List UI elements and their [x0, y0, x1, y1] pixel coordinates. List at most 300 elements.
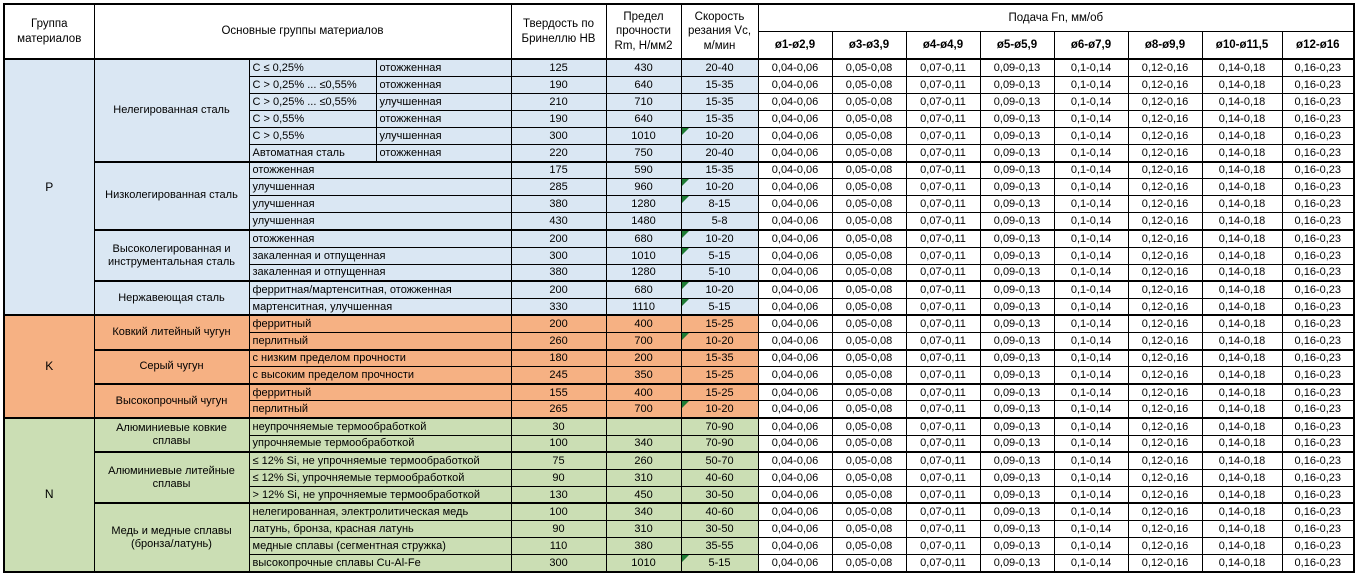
- material-state-cell[interactable]: ферритная/мартенситная, отожженная: [249, 281, 511, 298]
- feed-cell[interactable]: 0,09-0,13: [980, 230, 1054, 247]
- vc-cell[interactable]: 5-8: [681, 213, 758, 230]
- feed-cell[interactable]: 0,07-0,11: [906, 110, 980, 127]
- feed-cell[interactable]: 0,05-0,08: [832, 179, 906, 196]
- hb-cell[interactable]: 100: [511, 435, 606, 452]
- feed-cell[interactable]: 0,04-0,06: [758, 384, 832, 401]
- subgroup-name-cell[interactable]: Алюминиевые ковкие сплавы: [94, 418, 249, 452]
- feed-cell[interactable]: 0,09-0,13: [980, 196, 1054, 213]
- feed-cell[interactable]: 0,12-0,16: [1128, 59, 1202, 76]
- feed-cell[interactable]: 0,07-0,11: [906, 76, 980, 93]
- vc-cell[interactable]: 20-40: [681, 144, 758, 161]
- feed-cell[interactable]: 0,09-0,13: [980, 110, 1054, 127]
- feed-cell[interactable]: 0,1-0,14: [1054, 213, 1128, 230]
- material-state-cell[interactable]: латунь, бронза, красная латунь: [249, 521, 511, 538]
- feed-cell[interactable]: 0,16-0,23: [1282, 230, 1354, 247]
- feed-cell[interactable]: 0,09-0,13: [980, 76, 1054, 93]
- hb-cell[interactable]: 300: [511, 247, 606, 264]
- vc-cell[interactable]: 50-70: [681, 452, 758, 469]
- material-state-cell[interactable]: закаленная и отпущенная: [249, 264, 511, 281]
- hb-cell[interactable]: 210: [511, 93, 606, 110]
- feed-cell[interactable]: 0,04-0,06: [758, 486, 832, 503]
- feed-cell[interactable]: 0,04-0,06: [758, 196, 832, 213]
- feed-cell[interactable]: 0,1-0,14: [1054, 555, 1128, 572]
- subgroup-name-cell[interactable]: Высокопрочный чугун: [94, 384, 249, 418]
- feed-cell[interactable]: 0,1-0,14: [1054, 521, 1128, 538]
- feed-cell[interactable]: 0,09-0,13: [980, 521, 1054, 538]
- header-cutting-speed[interactable]: Скорость резания Vc, м/мин: [681, 4, 758, 59]
- feed-cell[interactable]: 0,16-0,23: [1282, 555, 1354, 572]
- feed-cell[interactable]: 0,07-0,11: [906, 452, 980, 469]
- rm-cell[interactable]: 260: [606, 452, 681, 469]
- feed-cell[interactable]: 0,07-0,11: [906, 435, 980, 452]
- material-type-cell[interactable]: C > 0,25% ... ≤0,55%: [249, 93, 376, 110]
- rm-cell[interactable]: 750: [606, 144, 681, 161]
- feed-cell[interactable]: 0,05-0,08: [832, 213, 906, 230]
- header-feed-d1[interactable]: ø1-ø2,9: [758, 31, 832, 59]
- feed-cell[interactable]: 0,12-0,16: [1128, 93, 1202, 110]
- feed-cell[interactable]: 0,1-0,14: [1054, 367, 1128, 384]
- feed-cell[interactable]: 0,12-0,16: [1128, 538, 1202, 555]
- feed-cell[interactable]: 0,12-0,16: [1128, 127, 1202, 144]
- header-feed-d3[interactable]: ø4-ø4,9: [906, 31, 980, 59]
- feed-cell[interactable]: 0,05-0,08: [832, 315, 906, 332]
- material-state-cell[interactable]: упрочняемые термообработкой: [249, 435, 511, 452]
- feed-cell[interactable]: 0,05-0,08: [832, 230, 906, 247]
- rm-cell[interactable]: 1110: [606, 298, 681, 315]
- feed-cell[interactable]: 0,05-0,08: [832, 127, 906, 144]
- feed-cell[interactable]: 0,07-0,11: [906, 230, 980, 247]
- group-letter-cell[interactable]: N: [4, 418, 94, 572]
- hb-cell[interactable]: 155: [511, 384, 606, 401]
- feed-cell[interactable]: 0,1-0,14: [1054, 196, 1128, 213]
- feed-cell[interactable]: 0,12-0,16: [1128, 469, 1202, 486]
- hb-cell[interactable]: 125: [511, 59, 606, 76]
- material-state-cell[interactable]: мартенситная, улучшенная: [249, 298, 511, 315]
- hb-cell[interactable]: 190: [511, 76, 606, 93]
- material-state-cell[interactable]: отожженная: [376, 144, 511, 161]
- feed-cell[interactable]: 0,16-0,23: [1282, 93, 1354, 110]
- feed-cell[interactable]: 0,07-0,11: [906, 298, 980, 315]
- feed-cell[interactable]: 0,16-0,23: [1282, 162, 1354, 179]
- vc-cell[interactable]: 10-20: [681, 281, 758, 298]
- header-feed-d5[interactable]: ø6-ø7,9: [1054, 31, 1128, 59]
- hb-cell[interactable]: 90: [511, 521, 606, 538]
- feed-cell[interactable]: 0,04-0,06: [758, 264, 832, 281]
- material-state-cell[interactable]: ≤ 12% Si, упрочняемые термообработкой: [249, 469, 511, 486]
- rm-cell[interactable]: 200: [606, 350, 681, 367]
- feed-cell[interactable]: 0,12-0,16: [1128, 144, 1202, 161]
- feed-cell[interactable]: 0,05-0,08: [832, 59, 906, 76]
- subgroup-name-cell[interactable]: Нержавеющая сталь: [94, 281, 249, 315]
- feed-cell[interactable]: 0,09-0,13: [980, 93, 1054, 110]
- feed-cell[interactable]: 0,1-0,14: [1054, 401, 1128, 418]
- feed-cell[interactable]: 0,12-0,16: [1128, 76, 1202, 93]
- group-letter-cell[interactable]: K: [4, 315, 94, 418]
- feed-cell[interactable]: 0,07-0,11: [906, 367, 980, 384]
- feed-cell[interactable]: 0,07-0,11: [906, 333, 980, 350]
- feed-cell[interactable]: 0,05-0,08: [832, 401, 906, 418]
- feed-cell[interactable]: 0,12-0,16: [1128, 315, 1202, 332]
- material-state-cell[interactable]: отожженная: [376, 76, 511, 93]
- material-state-cell[interactable]: высокопрочные сплавы Cu-Al-Fe: [249, 555, 511, 572]
- header-material-group[interactable]: Группа материалов: [4, 4, 94, 59]
- vc-cell[interactable]: 10-20: [681, 230, 758, 247]
- feed-cell[interactable]: 0,05-0,08: [832, 350, 906, 367]
- material-state-cell[interactable]: ≤ 12% Si, не упрочняемые термообработкой: [249, 452, 511, 469]
- feed-cell[interactable]: 0,09-0,13: [980, 281, 1054, 298]
- feed-cell[interactable]: 0,07-0,11: [906, 555, 980, 572]
- feed-cell[interactable]: 0,14-0,18: [1202, 538, 1282, 555]
- vc-cell[interactable]: 15-25: [681, 384, 758, 401]
- feed-cell[interactable]: 0,07-0,11: [906, 144, 980, 161]
- feed-cell[interactable]: 0,16-0,23: [1282, 367, 1354, 384]
- hb-cell[interactable]: 380: [511, 196, 606, 213]
- feed-cell[interactable]: 0,16-0,23: [1282, 350, 1354, 367]
- feed-cell[interactable]: 0,05-0,08: [832, 538, 906, 555]
- vc-cell[interactable]: 10-20: [681, 333, 758, 350]
- hb-cell[interactable]: 75: [511, 452, 606, 469]
- hb-cell[interactable]: 430: [511, 213, 606, 230]
- subgroup-name-cell[interactable]: Низколегированная сталь: [94, 162, 249, 230]
- feed-cell[interactable]: 0,05-0,08: [832, 367, 906, 384]
- feed-cell[interactable]: 0,07-0,11: [906, 503, 980, 520]
- hb-cell[interactable]: 180: [511, 350, 606, 367]
- feed-cell[interactable]: 0,16-0,23: [1282, 418, 1354, 435]
- vc-cell[interactable]: 10-20: [681, 127, 758, 144]
- feed-cell[interactable]: 0,05-0,08: [832, 247, 906, 264]
- feed-cell[interactable]: 0,1-0,14: [1054, 162, 1128, 179]
- feed-cell[interactable]: 0,16-0,23: [1282, 213, 1354, 230]
- rm-cell[interactable]: 310: [606, 521, 681, 538]
- vc-cell[interactable]: 5-10: [681, 264, 758, 281]
- feed-cell[interactable]: 0,09-0,13: [980, 486, 1054, 503]
- feed-cell[interactable]: 0,1-0,14: [1054, 469, 1128, 486]
- feed-cell[interactable]: 0,1-0,14: [1054, 298, 1128, 315]
- feed-cell[interactable]: 0,12-0,16: [1128, 452, 1202, 469]
- material-state-cell[interactable]: улучшенная: [376, 127, 511, 144]
- vc-cell[interactable]: 10-20: [681, 179, 758, 196]
- hb-cell[interactable]: 130: [511, 486, 606, 503]
- material-state-cell[interactable]: нелегированная, электролитическая медь: [249, 503, 511, 520]
- feed-cell[interactable]: 0,04-0,06: [758, 538, 832, 555]
- material-type-cell[interactable]: Автоматная сталь: [249, 144, 376, 161]
- feed-cell[interactable]: 0,07-0,11: [906, 538, 980, 555]
- feed-cell[interactable]: 0,1-0,14: [1054, 247, 1128, 264]
- feed-cell[interactable]: 0,09-0,13: [980, 144, 1054, 161]
- feed-cell[interactable]: 0,12-0,16: [1128, 384, 1202, 401]
- feed-cell[interactable]: 0,1-0,14: [1054, 384, 1128, 401]
- rm-cell[interactable]: 380: [606, 538, 681, 555]
- hb-cell[interactable]: 200: [511, 315, 606, 332]
- feed-cell[interactable]: 0,1-0,14: [1054, 435, 1128, 452]
- hb-cell[interactable]: 90: [511, 469, 606, 486]
- vc-cell[interactable]: 70-90: [681, 418, 758, 435]
- feed-cell[interactable]: 0,14-0,18: [1202, 247, 1282, 264]
- feed-cell[interactable]: 0,07-0,11: [906, 281, 980, 298]
- rm-cell[interactable]: 680: [606, 230, 681, 247]
- material-type-cell[interactable]: C > 0,25% ... ≤0,55%: [249, 76, 376, 93]
- feed-cell[interactable]: 0,04-0,06: [758, 93, 832, 110]
- feed-cell[interactable]: 0,09-0,13: [980, 555, 1054, 572]
- rm-cell[interactable]: 400: [606, 384, 681, 401]
- feed-cell[interactable]: 0,12-0,16: [1128, 264, 1202, 281]
- feed-cell[interactable]: 0,14-0,18: [1202, 350, 1282, 367]
- feed-cell[interactable]: 0,14-0,18: [1202, 59, 1282, 76]
- feed-cell[interactable]: 0,14-0,18: [1202, 401, 1282, 418]
- feed-cell[interactable]: 0,16-0,23: [1282, 196, 1354, 213]
- feed-cell[interactable]: 0,07-0,11: [906, 247, 980, 264]
- feed-cell[interactable]: 0,05-0,08: [832, 435, 906, 452]
- rm-cell[interactable]: 700: [606, 401, 681, 418]
- feed-cell[interactable]: 0,04-0,06: [758, 350, 832, 367]
- rm-cell[interactable]: 450: [606, 486, 681, 503]
- material-state-cell[interactable]: медные сплавы (сегментная стружка): [249, 538, 511, 555]
- hb-cell[interactable]: 300: [511, 555, 606, 572]
- feed-cell[interactable]: 0,12-0,16: [1128, 179, 1202, 196]
- feed-cell[interactable]: 0,14-0,18: [1202, 264, 1282, 281]
- feed-cell[interactable]: 0,04-0,06: [758, 281, 832, 298]
- rm-cell[interactable]: 1010: [606, 127, 681, 144]
- feed-cell[interactable]: 0,14-0,18: [1202, 162, 1282, 179]
- feed-cell[interactable]: 0,1-0,14: [1054, 315, 1128, 332]
- feed-cell[interactable]: 0,1-0,14: [1054, 76, 1128, 93]
- feed-cell[interactable]: 0,07-0,11: [906, 196, 980, 213]
- feed-cell[interactable]: 0,16-0,23: [1282, 76, 1354, 93]
- feed-cell[interactable]: 0,14-0,18: [1202, 469, 1282, 486]
- material-state-cell[interactable]: ферритный: [249, 384, 511, 401]
- feed-cell[interactable]: 0,16-0,23: [1282, 435, 1354, 452]
- feed-cell[interactable]: 0,14-0,18: [1202, 76, 1282, 93]
- hb-cell[interactable]: 330: [511, 298, 606, 315]
- vc-cell[interactable]: 30-50: [681, 486, 758, 503]
- feed-cell[interactable]: 0,14-0,18: [1202, 110, 1282, 127]
- rm-cell[interactable]: 340: [606, 435, 681, 452]
- feed-cell[interactable]: 0,05-0,08: [832, 555, 906, 572]
- feed-cell[interactable]: 0,05-0,08: [832, 162, 906, 179]
- feed-cell[interactable]: 0,16-0,23: [1282, 59, 1354, 76]
- feed-cell[interactable]: 0,04-0,06: [758, 469, 832, 486]
- material-type-cell[interactable]: C > 0,55%: [249, 127, 376, 144]
- hb-cell[interactable]: 265: [511, 401, 606, 418]
- feed-cell[interactable]: 0,04-0,06: [758, 162, 832, 179]
- vc-cell[interactable]: 40-60: [681, 503, 758, 520]
- feed-cell[interactable]: 0,04-0,06: [758, 213, 832, 230]
- header-tensile-strength[interactable]: Предел прочности Rm, Н/мм2: [606, 4, 681, 59]
- rm-cell[interactable]: 640: [606, 76, 681, 93]
- feed-cell[interactable]: 0,1-0,14: [1054, 281, 1128, 298]
- feed-cell[interactable]: 0,05-0,08: [832, 486, 906, 503]
- material-state-cell[interactable]: улучшенная: [376, 93, 511, 110]
- feed-cell[interactable]: 0,04-0,06: [758, 298, 832, 315]
- rm-cell[interactable]: 680: [606, 281, 681, 298]
- feed-cell[interactable]: 0,04-0,06: [758, 127, 832, 144]
- feed-cell[interactable]: 0,16-0,23: [1282, 247, 1354, 264]
- subgroup-name-cell[interactable]: Нелегированная сталь: [94, 59, 249, 162]
- feed-cell[interactable]: 0,14-0,18: [1202, 281, 1282, 298]
- feed-cell[interactable]: 0,1-0,14: [1054, 59, 1128, 76]
- feed-cell[interactable]: 0,1-0,14: [1054, 179, 1128, 196]
- feed-cell[interactable]: 0,05-0,08: [832, 418, 906, 435]
- vc-cell[interactable]: 5-15: [681, 555, 758, 572]
- rm-cell[interactable]: 430: [606, 59, 681, 76]
- feed-cell[interactable]: 0,12-0,16: [1128, 486, 1202, 503]
- material-state-cell[interactable]: закаленная и отпущенная: [249, 247, 511, 264]
- vc-cell[interactable]: 15-35: [681, 76, 758, 93]
- feed-cell[interactable]: 0,12-0,16: [1128, 110, 1202, 127]
- feed-cell[interactable]: 0,16-0,23: [1282, 110, 1354, 127]
- feed-cell[interactable]: 0,04-0,06: [758, 521, 832, 538]
- feed-cell[interactable]: 0,05-0,08: [832, 281, 906, 298]
- feed-cell[interactable]: 0,14-0,18: [1202, 333, 1282, 350]
- feed-cell[interactable]: 0,14-0,18: [1202, 486, 1282, 503]
- feed-cell[interactable]: 0,16-0,23: [1282, 298, 1354, 315]
- feed-cell[interactable]: 0,1-0,14: [1054, 486, 1128, 503]
- feed-cell[interactable]: 0,09-0,13: [980, 452, 1054, 469]
- feed-cell[interactable]: 0,14-0,18: [1202, 179, 1282, 196]
- feed-cell[interactable]: 0,04-0,06: [758, 418, 832, 435]
- vc-cell[interactable]: 15-25: [681, 315, 758, 332]
- feed-cell[interactable]: 0,16-0,23: [1282, 401, 1354, 418]
- feed-cell[interactable]: 0,07-0,11: [906, 486, 980, 503]
- material-state-cell[interactable]: отожженная: [249, 162, 511, 179]
- feed-cell[interactable]: 0,14-0,18: [1202, 93, 1282, 110]
- feed-cell[interactable]: 0,09-0,13: [980, 315, 1054, 332]
- hb-cell[interactable]: 30: [511, 418, 606, 435]
- feed-cell[interactable]: 0,04-0,06: [758, 230, 832, 247]
- feed-cell[interactable]: 0,1-0,14: [1054, 144, 1128, 161]
- feed-cell[interactable]: 0,07-0,11: [906, 162, 980, 179]
- feed-cell[interactable]: 0,05-0,08: [832, 144, 906, 161]
- feed-cell[interactable]: 0,07-0,11: [906, 213, 980, 230]
- material-state-cell[interactable]: отожженная: [249, 230, 511, 247]
- feed-cell[interactable]: 0,09-0,13: [980, 469, 1054, 486]
- feed-cell[interactable]: 0,14-0,18: [1202, 503, 1282, 520]
- feed-cell[interactable]: 0,07-0,11: [906, 93, 980, 110]
- feed-cell[interactable]: 0,07-0,11: [906, 179, 980, 196]
- feed-cell[interactable]: 0,05-0,08: [832, 521, 906, 538]
- feed-cell[interactable]: 0,05-0,08: [832, 196, 906, 213]
- vc-cell[interactable]: 15-35: [681, 350, 758, 367]
- feed-cell[interactable]: 0,14-0,18: [1202, 315, 1282, 332]
- feed-cell[interactable]: 0,07-0,11: [906, 59, 980, 76]
- feed-cell[interactable]: 0,09-0,13: [980, 127, 1054, 144]
- feed-cell[interactable]: 0,14-0,18: [1202, 196, 1282, 213]
- feed-cell[interactable]: 0,09-0,13: [980, 384, 1054, 401]
- feed-cell[interactable]: 0,05-0,08: [832, 452, 906, 469]
- rm-cell[interactable]: 710: [606, 93, 681, 110]
- feed-cell[interactable]: 0,12-0,16: [1128, 503, 1202, 520]
- rm-cell[interactable]: 1280: [606, 264, 681, 281]
- feed-cell[interactable]: 0,09-0,13: [980, 213, 1054, 230]
- feed-cell[interactable]: 0,12-0,16: [1128, 281, 1202, 298]
- hb-cell[interactable]: 285: [511, 179, 606, 196]
- feed-cell[interactable]: 0,16-0,23: [1282, 264, 1354, 281]
- feed-cell[interactable]: 0,16-0,23: [1282, 503, 1354, 520]
- feed-cell[interactable]: 0,07-0,11: [906, 418, 980, 435]
- hb-cell[interactable]: 175: [511, 162, 606, 179]
- feed-cell[interactable]: 0,07-0,11: [906, 384, 980, 401]
- feed-cell[interactable]: 0,14-0,18: [1202, 367, 1282, 384]
- vc-cell[interactable]: 5-15: [681, 298, 758, 315]
- feed-cell[interactable]: 0,12-0,16: [1128, 213, 1202, 230]
- feed-cell[interactable]: 0,09-0,13: [980, 418, 1054, 435]
- rm-cell[interactable]: 1480: [606, 213, 681, 230]
- feed-cell[interactable]: 0,12-0,16: [1128, 350, 1202, 367]
- feed-cell[interactable]: 0,07-0,11: [906, 315, 980, 332]
- header-feed-d8[interactable]: ø12-ø16: [1282, 31, 1354, 59]
- feed-cell[interactable]: 0,14-0,18: [1202, 555, 1282, 572]
- feed-cell[interactable]: 0,07-0,11: [906, 127, 980, 144]
- feed-cell[interactable]: 0,05-0,08: [832, 93, 906, 110]
- rm-cell[interactable]: 590: [606, 162, 681, 179]
- material-state-cell[interactable]: перлитный: [249, 333, 511, 350]
- feed-cell[interactable]: 0,05-0,08: [832, 333, 906, 350]
- hb-cell[interactable]: 100: [511, 503, 606, 520]
- feed-cell[interactable]: 0,04-0,06: [758, 555, 832, 572]
- rm-cell[interactable]: 310: [606, 469, 681, 486]
- feed-cell[interactable]: 0,07-0,11: [906, 264, 980, 281]
- feed-cell[interactable]: 0,12-0,16: [1128, 401, 1202, 418]
- feed-cell[interactable]: 0,04-0,06: [758, 247, 832, 264]
- feed-cell[interactable]: 0,16-0,23: [1282, 521, 1354, 538]
- feed-cell[interactable]: 0,14-0,18: [1202, 521, 1282, 538]
- feed-cell[interactable]: 0,16-0,23: [1282, 144, 1354, 161]
- vc-cell[interactable]: 15-35: [681, 110, 758, 127]
- rm-cell[interactable]: 640: [606, 110, 681, 127]
- vc-cell[interactable]: 70-90: [681, 435, 758, 452]
- feed-cell[interactable]: 0,05-0,08: [832, 298, 906, 315]
- hb-cell[interactable]: 380: [511, 264, 606, 281]
- feed-cell[interactable]: 0,07-0,11: [906, 401, 980, 418]
- rm-cell[interactable]: 400: [606, 315, 681, 332]
- feed-cell[interactable]: 0,09-0,13: [980, 503, 1054, 520]
- header-feed-d4[interactable]: ø5-ø5,9: [980, 31, 1054, 59]
- feed-cell[interactable]: 0,1-0,14: [1054, 452, 1128, 469]
- feed-cell[interactable]: 0,04-0,06: [758, 503, 832, 520]
- feed-cell[interactable]: 0,1-0,14: [1054, 127, 1128, 144]
- feed-cell[interactable]: 0,09-0,13: [980, 298, 1054, 315]
- feed-cell[interactable]: 0,16-0,23: [1282, 179, 1354, 196]
- feed-cell[interactable]: 0,1-0,14: [1054, 538, 1128, 555]
- material-state-cell[interactable]: улучшенная: [249, 196, 511, 213]
- feed-cell[interactable]: 0,09-0,13: [980, 333, 1054, 350]
- feed-cell[interactable]: 0,1-0,14: [1054, 110, 1128, 127]
- feed-cell[interactable]: 0,1-0,14: [1054, 418, 1128, 435]
- vc-cell[interactable]: 15-25: [681, 367, 758, 384]
- material-state-cell[interactable]: перлитный: [249, 401, 511, 418]
- feed-cell[interactable]: 0,04-0,06: [758, 59, 832, 76]
- feed-cell[interactable]: 0,12-0,16: [1128, 435, 1202, 452]
- vc-cell[interactable]: 15-35: [681, 162, 758, 179]
- feed-cell[interactable]: 0,09-0,13: [980, 538, 1054, 555]
- header-feed-title[interactable]: Подача Fn, мм/об: [758, 4, 1354, 31]
- feed-cell[interactable]: 0,14-0,18: [1202, 384, 1282, 401]
- feed-cell[interactable]: 0,04-0,06: [758, 110, 832, 127]
- material-state-cell[interactable]: с высоким пределом прочности: [249, 367, 511, 384]
- group-letter-cell[interactable]: P: [4, 59, 94, 315]
- hb-cell[interactable]: 190: [511, 110, 606, 127]
- subgroup-name-cell[interactable]: Серый чугун: [94, 350, 249, 384]
- feed-cell[interactable]: 0,16-0,23: [1282, 281, 1354, 298]
- feed-cell[interactable]: 0,12-0,16: [1128, 298, 1202, 315]
- feed-cell[interactable]: 0,04-0,06: [758, 367, 832, 384]
- vc-cell[interactable]: 20-40: [681, 59, 758, 76]
- material-type-cell[interactable]: C > 0,55%: [249, 110, 376, 127]
- header-feed-d2[interactable]: ø3-ø3,9: [832, 31, 906, 59]
- feed-cell[interactable]: 0,1-0,14: [1054, 230, 1128, 247]
- feed-cell[interactable]: 0,1-0,14: [1054, 333, 1128, 350]
- rm-cell[interactable]: 1280: [606, 196, 681, 213]
